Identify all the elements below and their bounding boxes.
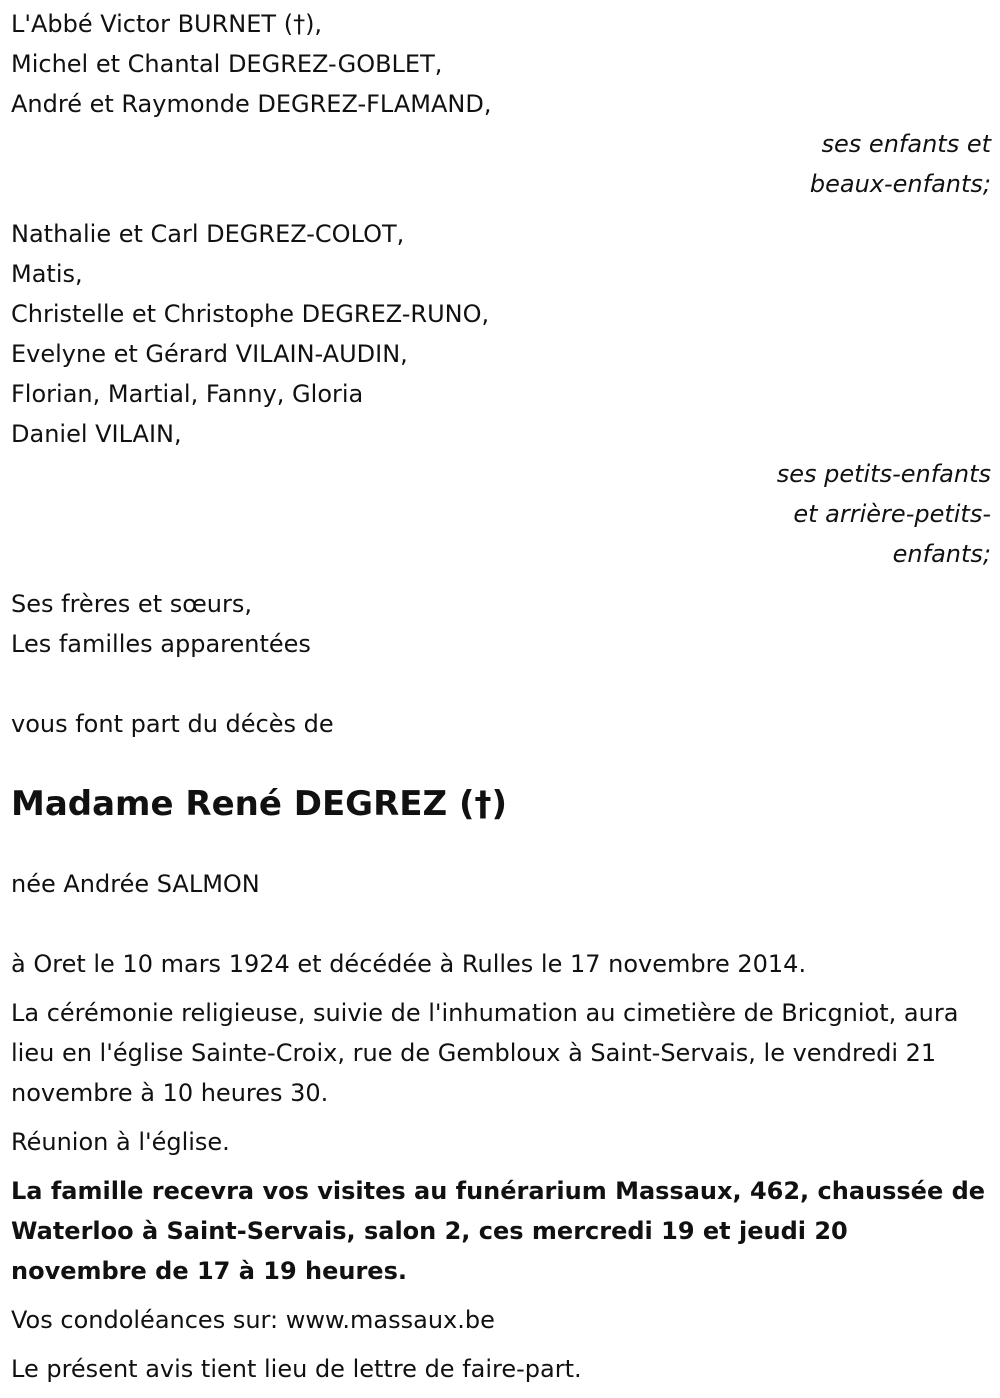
family-member-line: Matis, [11,260,83,288]
family-member-line: André et Raymonde DEGREZ-FLAMAND, [11,90,492,118]
deceased-name: Madame René DEGREZ (†) [11,784,508,824]
obituary-notice [11,4,991,1398]
children-list [11,4,991,124]
visits-details: La famille recevra vos visites au funérarium Massaux, 462, chaussée de Waterloo à Saint-Servais, salon 2, ces mercredi 19 et jeudi 20 novembre de 17 à 19 heures. [11,1177,986,1285]
notice-line: Le présent avis tient lieu de lettre de faire-part. [11,1355,582,1383]
birth-name: née Andrée SALMON [11,870,260,898]
grandchildren-role-label: ses petits-enfants et arrière-petits- enfants; [776,460,991,568]
family-member-line: Daniel VILAIN, [11,420,182,448]
family-member-line: Evelyne et Gérard VILAIN-AUDIN, [11,340,408,368]
condolences-line: Vos condoléances sur: www.massaux.be [11,1306,495,1334]
ceremony-details: La cérémonie religieuse, suivie de l'inhumation au cimetière de Bricgniot, aura lieu en l'église Sainte-Croix, rue de Gembloux à Saint-Servais, le vendredi 21 novembre à 10 heures 30. [11,999,959,1107]
children-role-label: ses enfants et beaux-enfants; [809,130,991,198]
birth-death-details: à Oret le 10 mars 1924 et décédée à Rulles le 17 novembre 2014. [11,950,807,978]
family-member-line: Nathalie et Carl DEGREZ-COLOT, [11,220,405,248]
family-member-line: Michel et Chantal DEGREZ-GOBLET, [11,50,443,78]
announcement-text: vous font part du décès de [11,710,334,738]
family-member-line: Ses frères et sœurs, [11,590,252,618]
relatives-list [11,584,991,664]
grandchildren-list [11,214,991,454]
meeting-details: Réunion à l'église. [11,1128,230,1156]
family-member-line: L'Abbé Victor BURNET (†), [11,10,323,38]
family-member-line: Les familles apparentées [11,630,311,658]
family-member-line: Christelle et Christophe DEGREZ-RUNO, [11,300,490,328]
family-member-line: Florian, Martial, Fanny, Gloria [11,380,364,408]
